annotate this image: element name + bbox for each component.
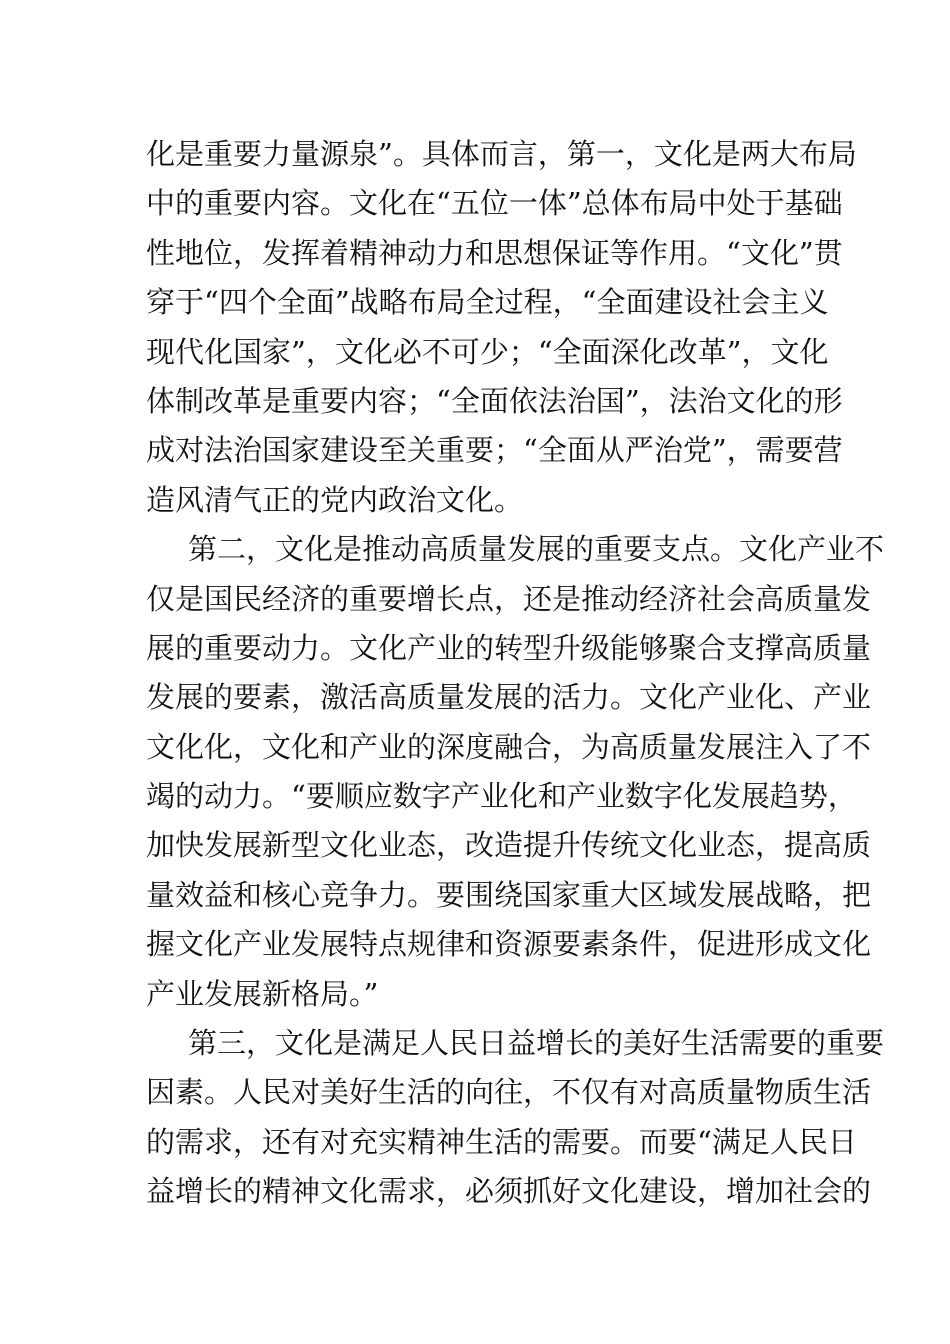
paragraph-start-line: 第二，文化是推动高质量发展的重要支点。文化产业不 [188, 532, 885, 567]
text-line: 益增长的精神文化需求，必须抓好文化建设，增加社会的 [146, 1174, 872, 1209]
text-line: 加快发展新型文化业态，改造提升传统文化业态，提高质 [146, 828, 872, 863]
text-line: 造风清气正的党内政治文化。 [146, 482, 524, 517]
text-line: 成对法治国家建设至关重要；“全面从严治党”，需要营 [146, 433, 843, 468]
text-line: 化是重要力量源泉”。具体而言，第一，文化是两大布局 [146, 137, 857, 171]
text-line: 握文化产业发展特点规律和资源要素条件，促进形成文化 [146, 927, 872, 962]
text-line: 的需求，还有对充实精神生活的需要。而要“满足人民日 [146, 1124, 857, 1159]
text-line: 展的重要动力。文化产业的转型升级能够聚合支撑高质量 [146, 630, 872, 665]
text-line: 文化化，文化和产业的深度融合，为高质量发展注入了不 [146, 729, 872, 764]
text-line: 现代化国家”，文化必不可少；“全面深化改革”，文化 [146, 334, 829, 369]
text-line: 量效益和核心竞争力。要围绕国家重大区域发展战略，把 [146, 877, 872, 912]
text-line: 仅是国民经济的重要增长点，还是推动经济社会高质量发 [146, 581, 872, 616]
text-line: 因素。人民对美好生活的向往，不仅有对高质量物质生活 [146, 1075, 872, 1110]
text-line: 产业发展新格局。” [146, 976, 379, 1011]
document-body [146, 130, 885, 1217]
text-line: 发展的要素，激活高质量发展的活力。文化产业化、产业 [146, 680, 872, 715]
text-line: 穿于“四个全面”战略布局全过程，“全面建设社会主义 [146, 285, 829, 320]
paragraph-start-line: 第三，文化是满足人民日益增长的美好生活需要的重要 [188, 1026, 885, 1061]
text-line: 性地位，发挥着精神动力和思想保证等作用。“文化”贯 [146, 235, 843, 270]
text-line: 竭的动力。“要顺应数字产业化和产业数字化发展趋势， [146, 779, 857, 814]
text-line: 中的重要内容。文化在“五位一体”总体布局中处于基础 [146, 186, 843, 221]
text-line: 体制改革是重要内容；“全面依法治国”，法治文化的形 [146, 383, 843, 418]
